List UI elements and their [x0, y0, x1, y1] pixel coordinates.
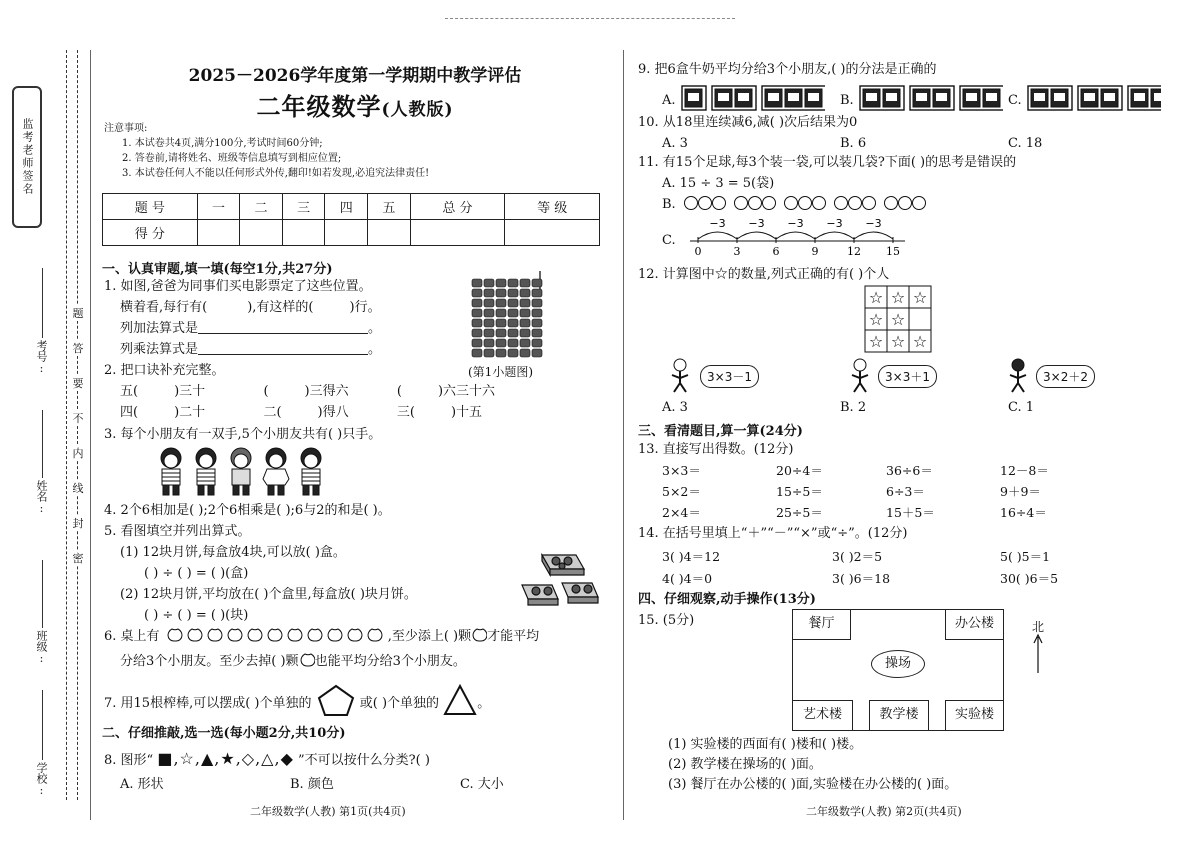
jump-label: −3 — [709, 217, 726, 230]
jump-label: −3 — [748, 217, 765, 230]
q1-addition-answer[interactable] — [198, 320, 368, 334]
q1-multiplication-answer[interactable] — [198, 341, 368, 355]
seal-char: 封 — [72, 517, 84, 530]
q5-head: 5. 看图填空并列出算式。 — [104, 524, 251, 539]
q8-line — [104, 749, 430, 771]
q11-text: 11. 有15个足球,每3个装一袋,可以装几袋?下面( )的思考是错误的 — [638, 155, 1017, 170]
q6-text: ,至少添上( )颗 — [387, 629, 472, 644]
field-name-label: 姓名: — [35, 480, 48, 515]
score-row-label: 得 分 — [103, 220, 198, 246]
score-cell[interactable] — [410, 220, 505, 246]
score-header-cell: 总 分 — [410, 194, 505, 220]
q13-item: 36÷6＝ — [886, 463, 933, 478]
section-2-heading: 二、仔细推敲,选一选(每小题2分,共10分) — [102, 726, 346, 741]
map-office-building: 办公楼 — [945, 610, 1003, 640]
tick-label: 0 — [694, 245, 702, 258]
q12-option-c[interactable]: C. 1 — [1008, 400, 1035, 415]
q10-option-b[interactable]: B. 6 — [840, 136, 867, 151]
page-1-footer: 二年级数学(人教) 第1页(共4页) — [250, 805, 406, 818]
q2-text: )二十 — [174, 405, 206, 420]
bubble-3: 3×2＋2 — [1036, 365, 1095, 388]
milk-group — [682, 86, 706, 110]
q13-item: 25÷5＝ — [776, 505, 823, 520]
q13-item: 6÷3＝ — [886, 484, 925, 499]
q8-shapes: ■,☆,▲,★,◇,△,◆ — [157, 749, 294, 768]
exam-title: 2025－2026学年度第一学期期中教学评估 — [188, 66, 522, 86]
binding-strip — [0, 0, 100, 849]
milk-boxes-icon — [858, 85, 1003, 111]
invigilator-seal-box — [12, 86, 42, 228]
page-2-footer: 二年级数学(人教) 第2页(共4页) — [806, 805, 962, 818]
q7-text: 或( )个单独的 — [359, 696, 440, 711]
score-header-cell: 等 级 — [505, 194, 600, 220]
q9-option-a[interactable] — [662, 85, 825, 111]
star-icon: ☆ — [868, 332, 884, 351]
q2-text: )十五 — [450, 405, 483, 420]
north-label: 北 — [1032, 620, 1045, 634]
q2-row1 — [120, 382, 550, 402]
q15-part1: (1) 实验楼的西面有( )楼和( )楼。 — [668, 737, 863, 752]
section-1-heading: 一、认真审题,填一填(每空1分,共27分) — [102, 262, 333, 277]
bubble-1: 3×3－1 — [700, 365, 759, 388]
q2-text: )三十 — [174, 384, 206, 399]
q8-option-a[interactable]: A. 形状 — [120, 777, 164, 792]
q8-option-b[interactable]: B. 颜色 — [290, 777, 334, 792]
score-cell[interactable] — [197, 220, 240, 246]
score-header-cell: 题 号 — [103, 194, 198, 220]
q1-text: )行。 — [349, 300, 381, 315]
score-header-cell: 二 — [240, 194, 283, 220]
q11-option-label: B. — [662, 197, 676, 212]
score-header-cell: 五 — [368, 194, 411, 220]
q2-text: ( — [263, 384, 269, 399]
q2-text: )六三十六 — [437, 384, 496, 399]
q2-text: 三( — [396, 405, 415, 420]
milk-group — [960, 86, 1003, 110]
q6-line1 — [104, 627, 539, 647]
q10-option-a[interactable]: A. 3 — [662, 136, 688, 151]
milk-group — [1028, 86, 1072, 110]
q4-text: 4. 2个6相加是( );2个6相乘是( );6与2的和是( )。 — [104, 503, 391, 518]
tick-label: 9 — [811, 245, 819, 258]
q14-item: 30( )6＝5 — [1000, 571, 1059, 586]
q13-item: 15÷5＝ — [776, 484, 823, 499]
mooncake-boxes-figure — [520, 549, 600, 615]
q8-text: 8. 图形“ — [104, 753, 154, 768]
score-cell[interactable] — [240, 220, 283, 246]
seal-box-label: 监考老师签名 — [21, 118, 34, 196]
tick-label: 6 — [772, 245, 780, 258]
pentagon-icon — [316, 683, 356, 717]
q13-item: 15＋5＝ — [886, 505, 935, 520]
q14-item: 5( )5＝1 — [1000, 549, 1051, 564]
peaches-row-icon — [164, 627, 388, 643]
q1-text: 列加法算式是 — [120, 321, 199, 336]
child-1-icon — [666, 358, 694, 394]
q1-text: ),有这样的( — [247, 300, 314, 315]
q5-part2: (2) 12块月饼,平均放在( )个盒里,每盒放( )块月饼。 — [120, 587, 417, 602]
q8-option-c[interactable]: C. 大小 — [460, 777, 504, 792]
peach-icon — [471, 627, 487, 643]
milk-group — [712, 86, 756, 110]
name-field[interactable] — [42, 410, 43, 478]
q13-head: 13. 直接写出得数。(12分) — [638, 442, 794, 457]
q2-row2 — [120, 403, 550, 423]
q9-text: 9. 把6盒牛奶平均分给3个小朋友,( )的分法是正确的 — [638, 62, 937, 77]
score-table-row — [103, 220, 600, 246]
q6-text: 6. 桌上有 — [104, 629, 160, 644]
q13-item: 9＋9＝ — [1000, 484, 1041, 499]
q1-figure-caption: (第1小题图) — [468, 365, 533, 379]
north-arrow-icon — [1032, 633, 1044, 673]
page-2 — [638, 55, 1158, 840]
q13-item: 12－8＝ — [1000, 463, 1049, 478]
seal-line-left — [66, 50, 67, 800]
q15-part2: (2) 教学楼在操场的( )面。 — [668, 757, 822, 772]
field-school-label: 学校: — [35, 762, 48, 797]
q2-text: 五( — [120, 384, 139, 399]
note-item: 3. 本试卷任何人不能以任何形式外传,翻印!如若发现,必追究法律责任! — [122, 168, 430, 179]
q9-option-label: A. — [662, 93, 676, 108]
map-canteen: 餐厅 — [793, 610, 851, 640]
score-header-cell: 四 — [325, 194, 368, 220]
q9-option-b[interactable] — [840, 85, 1003, 111]
score-table — [102, 193, 600, 246]
q1-line3: 列加法算式是 。 — [120, 321, 382, 336]
q9-option-label: C. — [1008, 93, 1022, 108]
milk-group — [1128, 86, 1161, 110]
school-field[interactable] — [42, 690, 43, 760]
tick-label: 12 — [847, 245, 861, 258]
q14-item: 4( )4＝0 — [662, 571, 713, 586]
star-icon: ☆ — [912, 288, 928, 307]
star-icon: ☆ — [868, 310, 884, 329]
star-grid — [864, 285, 934, 353]
score-cell[interactable] — [325, 220, 368, 246]
q12-option-a[interactable]: A. 3 — [662, 400, 688, 415]
q14-item: 3( )2＝5 — [832, 549, 883, 564]
q11-option-b[interactable] — [662, 195, 940, 215]
q11-option-a[interactable]: A. 15 ÷ 3 = 5(袋) — [662, 176, 775, 191]
q6-text: 才能平均 — [487, 629, 540, 644]
child-2-icon — [846, 358, 874, 394]
jump-label: −3 — [865, 217, 882, 230]
q12-option-b[interactable]: B. 2 — [840, 400, 867, 415]
milk-group — [860, 86, 904, 110]
star-icon: ☆ — [890, 310, 906, 329]
q7-line: 7. 用15根榨棒,可以摆成( )个单独的 或( )个单独的 。 — [104, 683, 490, 721]
q6-text: 分给3个小朋友。至少去掉( )颗 — [120, 654, 299, 669]
star-icon: ☆ — [890, 332, 906, 351]
q2-text: )得八 — [317, 405, 349, 420]
milk-boxes-icon — [1026, 85, 1161, 111]
page-1 — [100, 55, 610, 840]
ball-groups-icon — [680, 195, 940, 211]
q2-head: 2. 把口诀补充完整。 — [104, 363, 225, 378]
q2-text: ( — [396, 384, 402, 399]
q6-text: 也能平均分给3个小朋友。 — [314, 654, 466, 669]
q14-item: 3( )4＝12 — [662, 549, 721, 564]
note-item: 2. 答卷前,请将姓名、班级等信息填写到相应位置; — [122, 153, 342, 164]
milk-boxes-icon — [680, 85, 825, 111]
q2-text: )三得六 — [304, 384, 349, 399]
star-icon: ☆ — [912, 332, 928, 351]
notes-block — [104, 121, 429, 181]
left-border — [90, 50, 91, 820]
q5-part1-equation: ( ) ÷ ( ) = ( )(盒) — [144, 566, 249, 581]
number-line — [678, 213, 918, 259]
q13-item: 3×3＝ — [662, 463, 701, 478]
q1-line1: 1. 如图,爸爸为同事们买电影票定了这些位置。 — [104, 279, 372, 294]
q9-option-label: B. — [840, 93, 854, 108]
q15-part3: (3) 餐厅在办公楼的( )面,实验楼在办公楼的( )面。 — [668, 777, 958, 792]
q6-line2 — [120, 652, 466, 672]
seal-char: 要 — [72, 377, 84, 390]
triangle-icon — [443, 683, 477, 717]
map-lab-building: 实验楼 — [945, 700, 1003, 730]
jump-label: −3 — [787, 217, 804, 230]
exam-number-field[interactable] — [42, 268, 43, 338]
milk-group — [762, 86, 825, 110]
map-teaching-building: 教学楼 — [869, 700, 929, 730]
milk-group — [1078, 86, 1122, 110]
class-field[interactable] — [42, 560, 43, 628]
q12-text: 12. 计算图中☆的数量,列式正确的有( )个人 — [638, 267, 890, 282]
q10-option-c[interactable]: C. 18 — [1008, 136, 1043, 151]
score-header-cell: 三 — [282, 194, 325, 220]
edition-label: (人教版) — [381, 100, 454, 120]
q3-text: 3. 每个小朋友有一双手,5个小朋友共有( )只手。 — [104, 427, 382, 442]
q1-line4: 列乘法算式是 。 — [120, 342, 382, 357]
q1-text: 横着看,每行有( — [120, 300, 208, 315]
subject-title: 二年级数学 — [256, 92, 382, 121]
q14-item: 3( )6＝18 — [832, 571, 891, 586]
seal-char: 密 — [72, 552, 84, 565]
q11-option-c[interactable] — [662, 231, 676, 251]
exam-subtitle — [100, 87, 610, 122]
notes-heading: 注意事项: — [104, 123, 148, 134]
seal-char: 题 — [72, 307, 84, 320]
q8-text: ”不可以按什么分类?( ) — [298, 753, 430, 768]
seat-grid-figure — [468, 269, 548, 359]
score-header-cell: 一 — [197, 194, 240, 220]
q13-item: 16÷4＝ — [1000, 505, 1047, 520]
q11-option-label: C. — [662, 233, 676, 248]
q1-text: 列乘法算式是 — [120, 342, 199, 357]
q1-line2 — [120, 298, 381, 318]
q2-text: 二( — [263, 405, 282, 420]
map-playground: 操场 — [871, 650, 925, 678]
jump-label: −3 — [826, 217, 843, 230]
q5-part2-equation: ( ) ÷ ( ) = ( )(块) — [144, 608, 249, 623]
seal-char: 内 — [72, 447, 84, 460]
milk-group — [910, 86, 954, 110]
q7-text: 7. 用15根榨棒,可以摆成( )个单独的 — [104, 696, 312, 711]
field-class-label: 班级: — [35, 630, 48, 665]
note-item: 1. 本试卷共4页,满分100分,考试时间60分钟; — [122, 138, 323, 149]
map-art-building: 艺术楼 — [793, 700, 853, 730]
bubble-2: 3×3＋1 — [878, 365, 937, 388]
child-3-icon — [1004, 358, 1032, 394]
campus-map — [792, 609, 1004, 731]
section-4-heading: 四、仔细观察,动手操作(13分) — [638, 592, 816, 607]
score-table-header — [103, 194, 600, 220]
seal-char: 答 — [72, 342, 84, 355]
q9-option-c[interactable] — [1008, 85, 1161, 111]
q2-text: 四( — [120, 405, 139, 420]
q13-item: 20÷4＝ — [776, 463, 823, 478]
score-cell[interactable] — [282, 220, 325, 246]
peach-icon — [299, 652, 315, 668]
q14-head: 14. 在括号里填上“＋”“－”“×”或“÷”。(12分) — [638, 526, 908, 541]
score-cell[interactable] — [505, 220, 600, 246]
q5-part1: (1) 12块月饼,每盒放4块,可以放( )盒。 — [120, 545, 346, 560]
tick-label: 15 — [886, 245, 900, 258]
star-icon: ☆ — [890, 288, 906, 307]
q15-head: 15. (5分) — [638, 613, 695, 628]
star-icon: ☆ — [868, 288, 884, 307]
field-exam-number-label: 考号: — [35, 340, 48, 375]
q13-item: 2×4＝ — [662, 505, 701, 520]
top-dash-marks — [445, 18, 735, 20]
seal-char: 线 — [72, 482, 84, 495]
page-divider — [623, 50, 624, 820]
tick-label: 3 — [733, 245, 741, 258]
seal-char: 不 — [72, 412, 84, 425]
q10-text: 10. 从18里连续减6,减( )次后结果为0 — [638, 115, 858, 130]
score-cell[interactable] — [368, 220, 411, 246]
section-3-heading: 三、看清题目,算一算(24分) — [638, 424, 803, 439]
q13-item: 5×2＝ — [662, 484, 701, 499]
five-children-figure — [155, 447, 330, 497]
